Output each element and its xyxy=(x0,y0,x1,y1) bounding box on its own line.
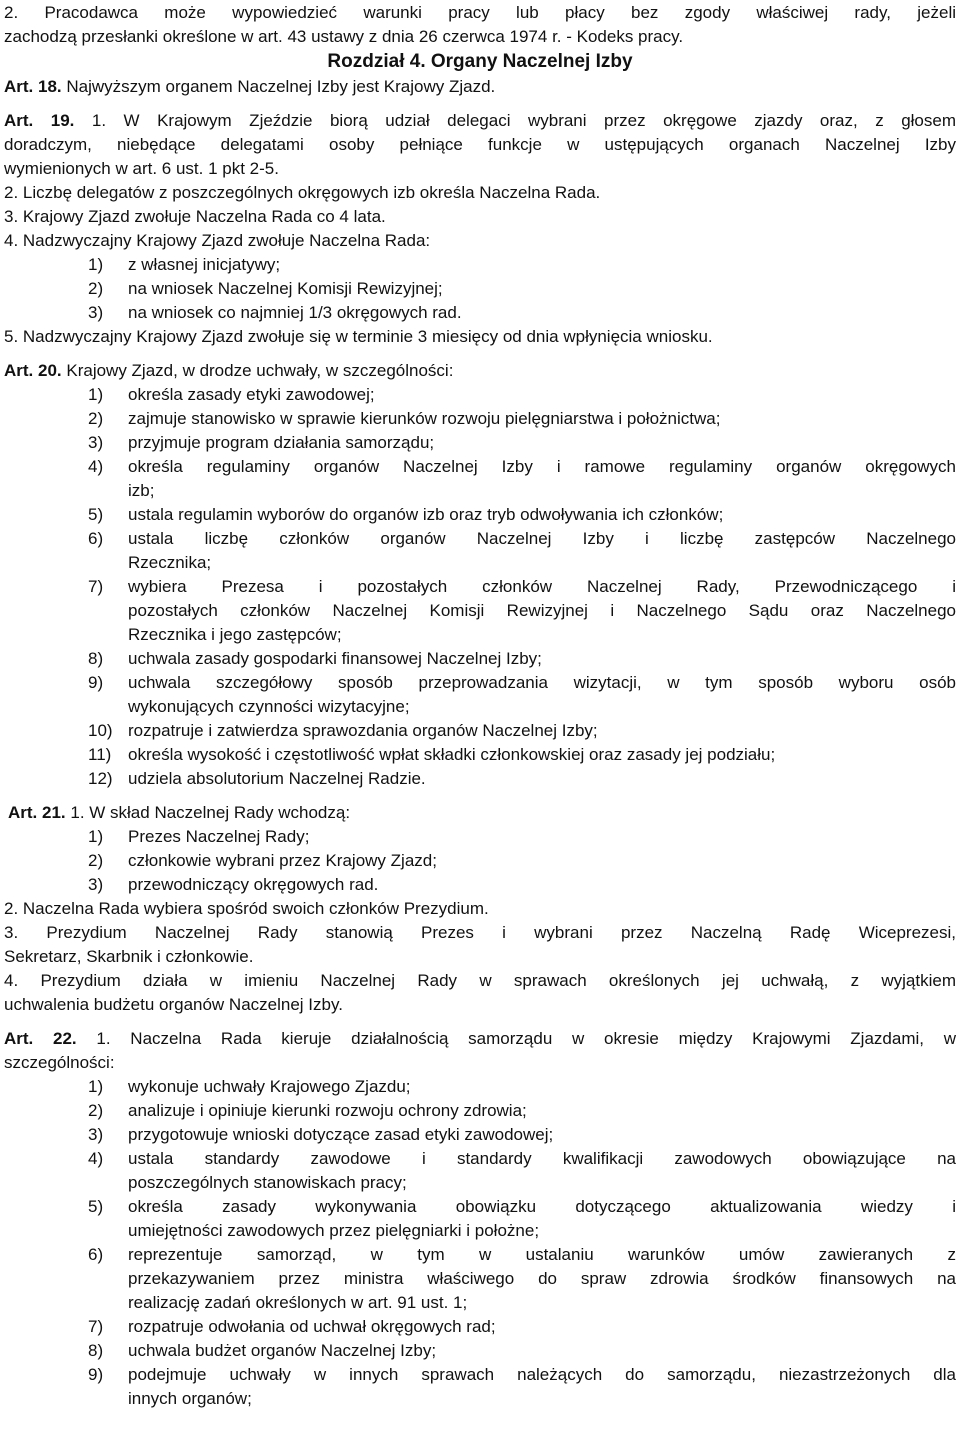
art-19-p1-line-1: Art. 19. 1. W Krajowym Zjeździe biorą udział delegaci wybrani przez okręgowe zjazdy oraz, z głosem xyxy=(4,111,956,130)
art-21-intro: Art. 21. 1. W skład Naczelnej Rady wchodzą: xyxy=(8,803,351,822)
art-21-p4-line-1: 4. Prezydium działa w imieniu Naczelnej Rady w sprawach określonych jej uchwałą, z wyjątkiem xyxy=(4,971,956,990)
list-item: 2) członkowie wybrani przez Krajowy Zjazd; xyxy=(88,851,437,870)
art-20-label: Art. 20. xyxy=(4,361,62,380)
art-18 xyxy=(4,75,956,99)
list-item: 4) określa regulaminy organów Naczelnej Izby i ramowe regulaminy organów okręgowych xyxy=(88,457,956,476)
list-item: 7) wybiera Prezesa i pozostałych członków Naczelnej Rady, Przewodniczącego i xyxy=(88,577,956,596)
list-item: 2) na wniosek Naczelnej Komisji Rewizyjnej; xyxy=(88,279,443,298)
list-item: 5) ustala regulamin wyborów do organów izb oraz tryb odwoływania ich członków; xyxy=(88,505,724,524)
art-19-p2: 2. Liczbę delegatów z poszczególnych okręgowych izb określa Naczelna Rada. xyxy=(4,183,601,202)
list-item: 2) analizuje i opiniuje kierunki rozwoju ochrony zdrowia; xyxy=(88,1101,527,1120)
list-item: 11) określa wysokość i częstotliwość wpłat składki członkowskiej oraz zasady jej podziału; xyxy=(88,745,776,764)
art-19-p3: 3. Krajowy Zjazd zwołuje Naczelna Rada co 4 lata. xyxy=(4,207,386,226)
list-item: 2) zajmuje stanowisko w sprawie kierunków rozwoju pielęgniarstwa i położnictwa; xyxy=(88,409,721,428)
list-item-continuation: przekazywaniem przez ministra właściwego do spraw zdrowia środków finansowych na xyxy=(128,1269,956,1288)
list-item-continuation: realizację zadań określonych w art. 91 ust. 1; xyxy=(128,1293,468,1312)
list-item: 3) przyjmuje program działania samorządu; xyxy=(88,433,435,452)
art-22-intro-line-1: Art. 22. 1. Naczelna Rada kieruje działalnością samorządu w okresie między Krajowymi Zjazdami, w xyxy=(4,1029,956,1048)
list-item-continuation: umiejętności zawodowych przez pielęgniarki i położne; xyxy=(128,1221,540,1240)
art-21-p3-line-2: Sekretarz, Skarbnik i członkowie. xyxy=(4,947,254,966)
list-item-continuation: Rzecznika i jego zastępców; xyxy=(128,625,342,644)
list-item: 8) uchwala budżet organów Naczelnej Izby; xyxy=(88,1341,437,1360)
list-item-continuation: poszczególnych stanowiskach pracy; xyxy=(128,1173,407,1192)
list-item: 12) udziela absolutorium Naczelnej Radzie. xyxy=(88,769,426,788)
art-21-p3-line-1: 3. Prezydium Naczelnej Rady stanowią Prezes i wybrani przez Naczelną Radę Wiceprezesi, xyxy=(4,923,956,942)
list-item: 7) rozpatruje odwołania od uchwał okręgowych rad; xyxy=(88,1317,496,1336)
art-22-intro-line-2: szczególności: xyxy=(4,1053,115,1072)
art-19-p5: 5. Nadzwyczajny Krajowy Zjazd zwołuje się w terminie 3 miesięcy od dnia wpłynięcia wniosku. xyxy=(4,327,713,346)
list-item: 9) uchwala szczegółowy sposób przeprowadzania wizytacji, w tym sposób wyboru osób xyxy=(88,673,956,692)
list-item: 10) rozpatruje i zatwierdza sprawozdania organów Naczelnej Izby; xyxy=(88,721,598,740)
list-item-continuation: izb; xyxy=(128,481,155,500)
list-item: 3) przewodniczący okręgowych rad. xyxy=(88,875,379,894)
art-19-label: Art. 19. xyxy=(4,111,75,130)
art-22-label: Art. 22. xyxy=(4,1029,77,1048)
list-item: 1) określa zasady etyki zawodowej; xyxy=(88,385,375,404)
paragraph-2-line-1: 2. Pracodawca może wypowiedzieć warunki pracy lub płacy bez zgody właściwej rady, jeżeli xyxy=(4,3,956,22)
art-21-p2: 2. Naczelna Rada wybiera spośród swoich członków Prezydium. xyxy=(4,899,489,918)
list-item: 3) na wniosek co najmniej 1/3 okręgowych rad. xyxy=(88,303,462,322)
art-19-p4: 4. Nadzwyczajny Krajowy Zjazd zwołuje Naczelna Rada: xyxy=(4,231,431,250)
list-item-continuation: pozostałych członków Naczelnej Komisji Rewizyjnej i Naczelnego Sądu oraz Naczelnego xyxy=(128,601,956,620)
art-19-p1-line-3: wymienionych w art. 6 ust. 1 pkt 2-5. xyxy=(4,159,279,178)
list-item: 6) ustala liczbę członków organów Naczelnej Izby i liczbę zastępców Naczelnego xyxy=(88,529,956,548)
art-20-intro: Art. 20. Krajowy Zjazd, w drodze uchwały, w szczególności: xyxy=(4,361,454,380)
list-item: 1) Prezes Naczelnej Rady; xyxy=(88,827,310,846)
chapter-title: Rozdział 4. Organy Naczelnej Izby xyxy=(327,51,633,72)
list-item-continuation: Rzecznika; xyxy=(128,553,212,572)
list-item: 5) określa zasady wykonywania obowiązku dotyczącego aktualizowania wiedzy i xyxy=(88,1197,956,1216)
art-18-label: Art. 18. xyxy=(4,77,62,96)
art-19-p1-line-2: doradczym, niebędące delegatami osoby pełniące funkcje w ustępujących organach Naczelnej Izby xyxy=(4,135,956,154)
art-18-text: Najwyższym organem Naczelnej Izby jest Krajowy Zjazd. xyxy=(61,77,496,96)
list-item: 4) ustala standardy zawodowe i standardy kwalifikacji zawodowych obowiązujące na xyxy=(88,1149,956,1168)
list-item: 9) podejmuje uchwały w innych sprawach należących do samorządu, niezastrzeżonych dla xyxy=(88,1365,956,1384)
list-item: 3) przygotowuje wnioski dotyczące zasad etyki zawodowej; xyxy=(88,1125,554,1144)
list-item: 8) uchwala zasady gospodarki finansowej Naczelnej Izby; xyxy=(88,649,542,668)
paragraph-2-line-2: zachodzą przesłanki określone w art. 43 ustawy z dnia 26 czerwca 1974 r. - Kodeks pracy. xyxy=(4,27,684,46)
list-item-continuation: wykonujących czynności wizytacyjne; xyxy=(128,697,410,716)
list-item: 1) wykonuje uchwały Krajowego Zjazdu; xyxy=(88,1077,411,1096)
list-item: 6) reprezentuje samorząd, w tym w ustalaniu warunków umów zawieranych z xyxy=(88,1245,956,1264)
list-item: 1) z własnej inicjatywy; xyxy=(88,255,281,274)
list-item-continuation: innych organów; xyxy=(128,1389,252,1408)
art-21-p4-line-2: uchwalenia budżetu organów Naczelnej Izby. xyxy=(4,995,343,1014)
art-21-label: Art. 21. xyxy=(8,803,66,822)
